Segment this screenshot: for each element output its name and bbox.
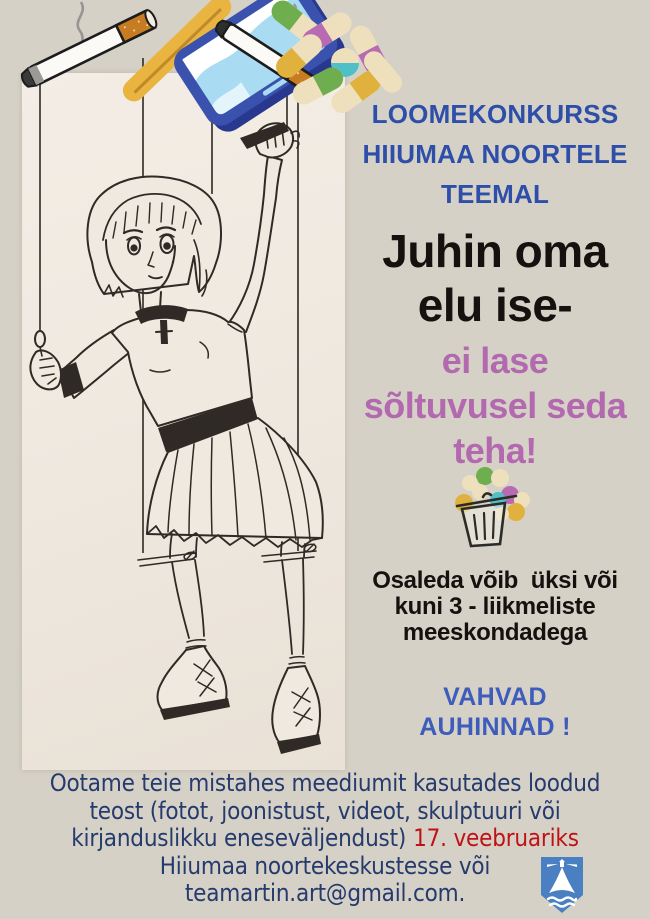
- title-line: TEEMAL: [440, 179, 550, 209]
- trash-can-icon: [445, 462, 555, 552]
- hiiumaa-coat-of-arms-icon: [541, 857, 583, 913]
- contact-email: teamartin.art@gmail.com.: [184, 879, 466, 907]
- contest-title: [340, 94, 650, 214]
- marionette-girl: [30, 122, 322, 754]
- title-line: LOOMEKONKURSS: [371, 99, 619, 129]
- participation-rules: Osaleda võib üksi või kuni 3 - liikmeliste meeskondadega: [372, 567, 618, 646]
- submission-info: Ootame teie mistahes meediumit kasutades loodud teost (fotot, joonistust, videot, skulptuuri või kirjanduslikku eneseväljendust) 17. veebruariks Hiiumaa noortekeskustesse või teamartin.art@gmail.com.: [0, 770, 650, 908]
- deadline-date: 17. veebruariks: [413, 824, 579, 852]
- prizes-note: VAHVAD AUHINNAD !: [419, 683, 571, 741]
- theme-subheading: ei lase sõltuvusel seda teha!: [363, 340, 627, 471]
- theme-heading: Juhin oma elu ise-: [382, 225, 608, 331]
- title-line: HIIUMAA NOORTELE: [362, 139, 628, 169]
- deadline-line: kirjanduslikku eneseväljendust) 17. veebruariks: [71, 824, 579, 852]
